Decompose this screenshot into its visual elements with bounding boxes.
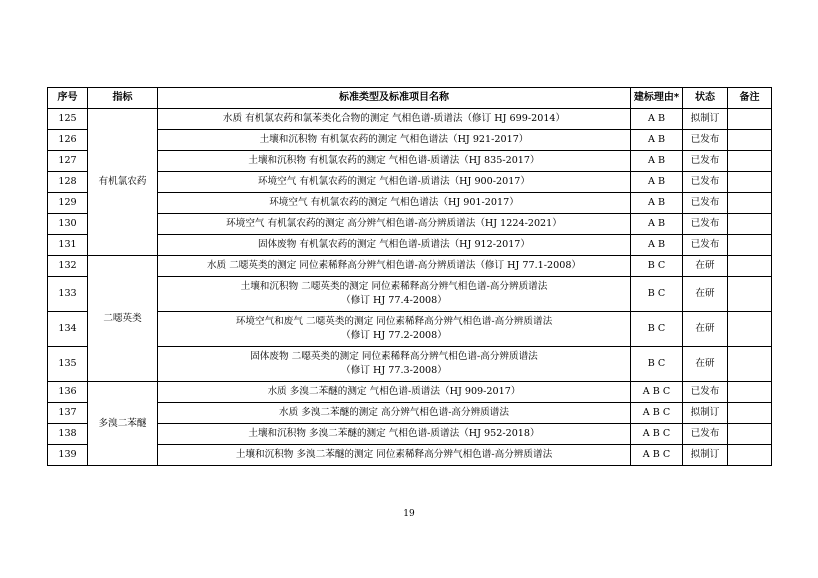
table-header-row: [48, 88, 772, 109]
row-number: 125: [48, 109, 88, 130]
reason-cell: B C: [631, 312, 683, 347]
note-cell: [728, 445, 772, 466]
standard-name-cell: [158, 109, 631, 130]
standard-name-cell: [158, 403, 631, 424]
status-cell: 在研: [683, 312, 728, 347]
standard-name-line: 环境空气和废气 二噁英类的测定 同位素稀释高分辨气相色谱-高分辨质谱法: [235, 316, 553, 327]
row-number: 133: [48, 277, 88, 312]
header-indicator: 指标: [88, 88, 158, 109]
indicator-cell: 二噁英类: [88, 256, 158, 382]
reason-cell: A B C: [631, 382, 683, 403]
row-number: 131: [48, 235, 88, 256]
standard-name-line: 固体废物 有机氯农药的测定 气相色谱-质谱法（HJ 912-2017）: [257, 239, 531, 250]
standard-name-line: （修订 HJ 77.4-2008）: [341, 295, 447, 306]
page-number: 19: [403, 509, 415, 519]
reason-cell: A B: [631, 130, 683, 151]
row-number: 139: [48, 445, 88, 466]
standard-name-line: 环境空气 有机氯农药的测定 高分辨气相色谱-高分辨质谱法（HJ 1224-2021）: [226, 218, 562, 229]
standard-name-cell: [158, 256, 631, 277]
header-number: 序号: [48, 88, 88, 109]
table-row: [48, 109, 772, 130]
standard-name-cell: [158, 214, 631, 235]
reason-cell: A B: [631, 109, 683, 130]
status-cell: 已发布: [683, 382, 728, 403]
row-number: 126: [48, 130, 88, 151]
reason-cell: A B C: [631, 445, 683, 466]
status-cell: 已发布: [683, 214, 728, 235]
table-row: [48, 382, 772, 403]
standard-name-line: 环境空气 有机氯农药的测定 气相色谱法（HJ 901-2017）: [269, 197, 519, 208]
standard-name-cell: [158, 424, 631, 445]
standard-name-line: 土壤和沉积物 二噁英类的测定 同位素稀释高分辨气相色谱-高分辨质谱法: [240, 281, 548, 292]
standard-name-line: 土壤和沉积物 多溴二苯醚的测定 同位素稀释高分辨气相色谱-高分辨质谱法: [235, 449, 553, 460]
note-cell: [728, 109, 772, 130]
standard-name-cell: [158, 193, 631, 214]
reason-cell: A B: [631, 235, 683, 256]
header-status: 状态: [683, 88, 728, 109]
note-cell: [728, 256, 772, 277]
note-cell: [728, 403, 772, 424]
header-standard-name: 标准类型及标准项目名称: [158, 88, 631, 109]
status-cell: 已发布: [683, 193, 728, 214]
row-number: 132: [48, 256, 88, 277]
standard-name-line: 水质 多溴二苯醚的测定 高分辨气相色谱-高分辨质谱法: [279, 407, 509, 418]
standard-name-line: 水质 有机氯农药和氯苯类化合物的测定 气相色谱-质谱法（修订 HJ 699-2014）: [222, 113, 566, 124]
note-cell: [728, 382, 772, 403]
standard-name-cell: [158, 172, 631, 193]
standard-name-line: 土壤和沉积物 有机氯农药的测定 气相色谱法（HJ 921-2017）: [259, 134, 529, 145]
note-cell: [728, 130, 772, 151]
reason-cell: A B: [631, 151, 683, 172]
status-cell: 已发布: [683, 172, 728, 193]
status-cell: 拟制订: [683, 445, 728, 466]
standard-name-cell: [158, 382, 631, 403]
reason-cell: A B C: [631, 403, 683, 424]
note-cell: [728, 277, 772, 312]
reason-cell: A B: [631, 214, 683, 235]
standard-name-line: 水质 二噁英类的测定 同位素稀释高分辨气相色谱-高分辨质谱法（修订 HJ 77.1-2008）: [206, 260, 582, 271]
note-cell: [728, 312, 772, 347]
note-cell: [728, 193, 772, 214]
standard-name-line: 环境空气 有机氯农药的测定 气相色谱-质谱法（HJ 900-2017）: [257, 176, 531, 187]
row-number: 137: [48, 403, 88, 424]
standard-name-line: （修订 HJ 77.3-2008）: [341, 365, 447, 376]
standard-name-line: （修订 HJ 77.2-2008）: [341, 330, 447, 341]
status-cell: 在研: [683, 277, 728, 312]
row-number: 128: [48, 172, 88, 193]
status-cell: 已发布: [683, 130, 728, 151]
row-number: 138: [48, 424, 88, 445]
table-body: [48, 109, 772, 466]
standards-table: [47, 87, 772, 466]
reason-cell: B C: [631, 347, 683, 382]
standard-name-cell: [158, 130, 631, 151]
note-cell: [728, 424, 772, 445]
status-cell: 已发布: [683, 151, 728, 172]
standard-name-cell: [158, 277, 631, 312]
note-cell: [728, 172, 772, 193]
reason-cell: A B C: [631, 424, 683, 445]
indicator-cell: 多溴二苯醚: [88, 382, 158, 466]
status-cell: 在研: [683, 256, 728, 277]
indicator-cell: 有机氯农药: [88, 109, 158, 256]
status-cell: 已发布: [683, 424, 728, 445]
note-cell: [728, 214, 772, 235]
standard-name-cell: [158, 347, 631, 382]
standard-name-line: 土壤和沉积物 多溴二苯醚的测定 气相色谱-质谱法（HJ 952-2018）: [248, 428, 540, 439]
standard-name-cell: [158, 445, 631, 466]
status-cell: 已发布: [683, 235, 728, 256]
header-reason: 建标理由*: [631, 88, 683, 109]
standard-name-line: 土壤和沉积物 有机氯农药的测定 气相色谱-质谱法（HJ 835-2017）: [248, 155, 540, 166]
standard-name-line: 固体废物 二噁英类的测定 同位素稀释高分辨气相色谱-高分辨质谱法: [250, 351, 538, 362]
row-number: 129: [48, 193, 88, 214]
reason-cell: B C: [631, 256, 683, 277]
note-cell: [728, 347, 772, 382]
row-number: 135: [48, 347, 88, 382]
reason-cell: A B: [631, 172, 683, 193]
header-note: 备注: [728, 88, 772, 109]
status-cell: 拟制订: [683, 403, 728, 424]
note-cell: [728, 151, 772, 172]
row-number: 134: [48, 312, 88, 347]
table-row: [48, 256, 772, 277]
standard-name-cell: [158, 235, 631, 256]
status-cell: 拟制订: [683, 109, 728, 130]
row-number: 136: [48, 382, 88, 403]
row-number: 130: [48, 214, 88, 235]
standard-name-line: 水质 多溴二苯醚的测定 气相色谱-质谱法（HJ 909-2017）: [267, 386, 521, 397]
standard-name-cell: [158, 312, 631, 347]
status-cell: 在研: [683, 347, 728, 382]
standard-name-cell: [158, 151, 631, 172]
reason-cell: B C: [631, 277, 683, 312]
row-number: 127: [48, 151, 88, 172]
note-cell: [728, 235, 772, 256]
reason-cell: A B: [631, 193, 683, 214]
